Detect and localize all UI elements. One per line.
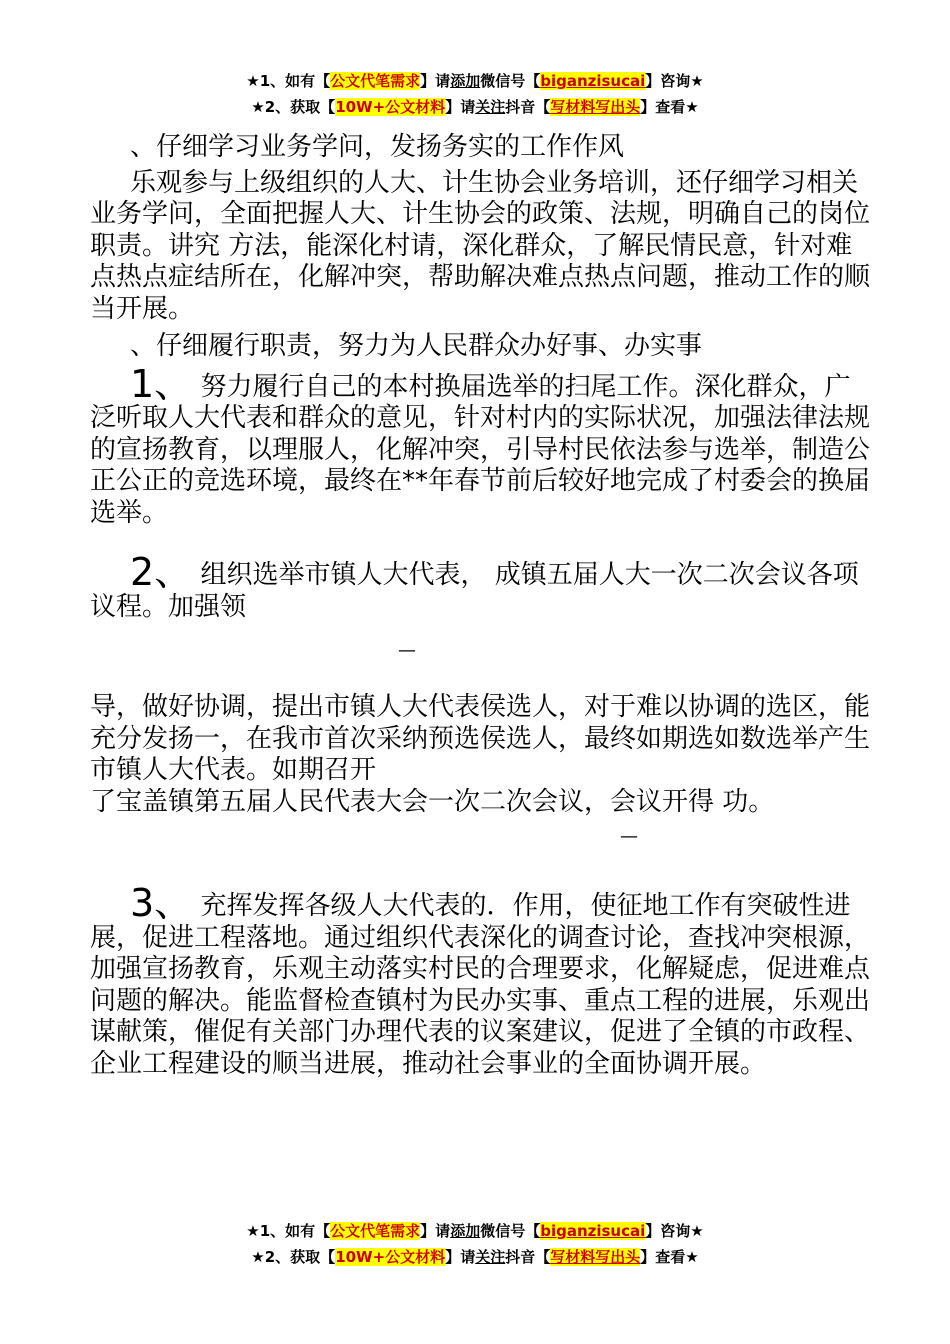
- bottom-banner: [0, 1218, 950, 1270]
- banner-text: 】查看★: [640, 1248, 699, 1266]
- list-number: 2、: [130, 550, 193, 594]
- banner-underline: 添加: [450, 72, 481, 90]
- banner-line-1: [0, 68, 950, 94]
- banner-underline: 添加: [450, 1222, 481, 1240]
- banner-text: 】查看★: [640, 98, 699, 116]
- document-body-1: [90, 132, 870, 623]
- wechat-id-link[interactable]: biganzisucai: [540, 1222, 646, 1240]
- douyin-id-link[interactable]: 写材料写出头: [550, 98, 641, 116]
- list-text: 努力履行自己的本村换届选举的扫尾工作。深化群众，广泛听取人大代表和群众的意见，针对村内的实际状况，加强法律法规的宣扬教育，以理服人，化解冲突，引导村民依法参与选举，制造公正公正的竞选环境，最终在**年春节前后较好地完成了村委会的换届选举。: [90, 371, 871, 528]
- list-item-3: [90, 881, 871, 1080]
- banner-highlight: 10W+公文材料: [335, 98, 446, 116]
- list-number: 1、: [130, 361, 193, 406]
- banner-text: 】请: [445, 1248, 476, 1266]
- banner-line-1: [0, 1218, 950, 1244]
- banner-text: 】请: [420, 1222, 451, 1240]
- banner-highlight: 10W+公文材料: [335, 1248, 446, 1266]
- paragraph-3: 导，做好协调，提出市镇人大代表侯选人，对于难以协调的选区，能充分发扬一，在我市首次采纳预选侯选人，最终如期选如数选举产生市镇人大代表。如期召开: [90, 692, 871, 785]
- banner-text: ★2、获取【: [251, 1248, 336, 1266]
- list-item-1: [90, 361, 871, 530]
- document-body-3: [90, 881, 871, 1080]
- list-text: 充挥发挥各级人大代表的．作用，使征地工作有突破性进展，促进工程落地。通过组织代表深化的调查讨论，查找冲突根源，加强宣扬教育，乐观主动落实村民的合理要求，化解疑虑，促进难点问题的解决。能监督检查镇村为民办实事、重点工程的进展，乐观出谋献策，催促有关部门办理代表的议案建议，促进了全镇的市政程、企业工程建设的顺当进展，推动社会事业的全面协调开展。: [90, 891, 871, 1079]
- section-heading-2: 、仔细履行职责，努力为人民群众办好事、办实事: [130, 331, 703, 361]
- banner-highlight: 公文代笔需求: [330, 1222, 421, 1240]
- banner-underline: 关注: [475, 1248, 506, 1266]
- list-number: 3、: [130, 881, 193, 925]
- wechat-id-link[interactable]: biganzisucai: [540, 72, 646, 90]
- top-banner: [0, 68, 950, 120]
- list-text: 组织选举市镇人大代表， 成镇五届人大一次二次会议各项议程。加强领: [90, 560, 859, 622]
- banner-text: ★2、获取【: [251, 98, 336, 116]
- banner-text: 微信号【: [480, 72, 541, 90]
- banner-text: 微信号【: [480, 1222, 541, 1240]
- paragraph-1: 乐观参与上级组织的人大、计生协会业务培训，还仔细学习相关业务学问，全面把握人大、计生协会的政策、法规，明确自己的岗位职责。讲究 方法，能深化村请，深化群众，了解民情民意，针对难点热点症结所在，化解冲突，帮助解决难点热点问题，推动工作的顺当开展。: [90, 167, 871, 324]
- page-dash: —: [620, 826, 638, 847]
- list-item-2: [90, 550, 870, 623]
- banner-text: 】请: [445, 98, 476, 116]
- banner-line-2: [0, 1244, 950, 1270]
- banner-text: ★1、如有【: [246, 72, 331, 90]
- paragraph-3b: 了宝盖镇第五届人民代表大会一次二次会议，会议开得 功。: [90, 786, 775, 817]
- douyin-id-link[interactable]: 写材料写出头: [550, 1248, 641, 1266]
- banner-underline: 关注: [475, 98, 506, 116]
- banner-text: ★1、如有【: [246, 1222, 331, 1240]
- banner-text: 】咨询★: [645, 72, 704, 90]
- banner-text: 】请: [420, 72, 451, 90]
- banner-text: 抖音【: [505, 1248, 551, 1266]
- page-dash: —: [398, 640, 416, 661]
- banner-line-2: [0, 94, 950, 120]
- banner-text: 】咨询★: [645, 1222, 704, 1240]
- banner-highlight: 公文代笔需求: [330, 72, 421, 90]
- banner-text: 抖音【: [505, 98, 551, 116]
- section-heading-1: 、仔细学习业务学问，发扬务实的工作作风: [130, 132, 625, 162]
- document-body-2: [90, 692, 870, 818]
